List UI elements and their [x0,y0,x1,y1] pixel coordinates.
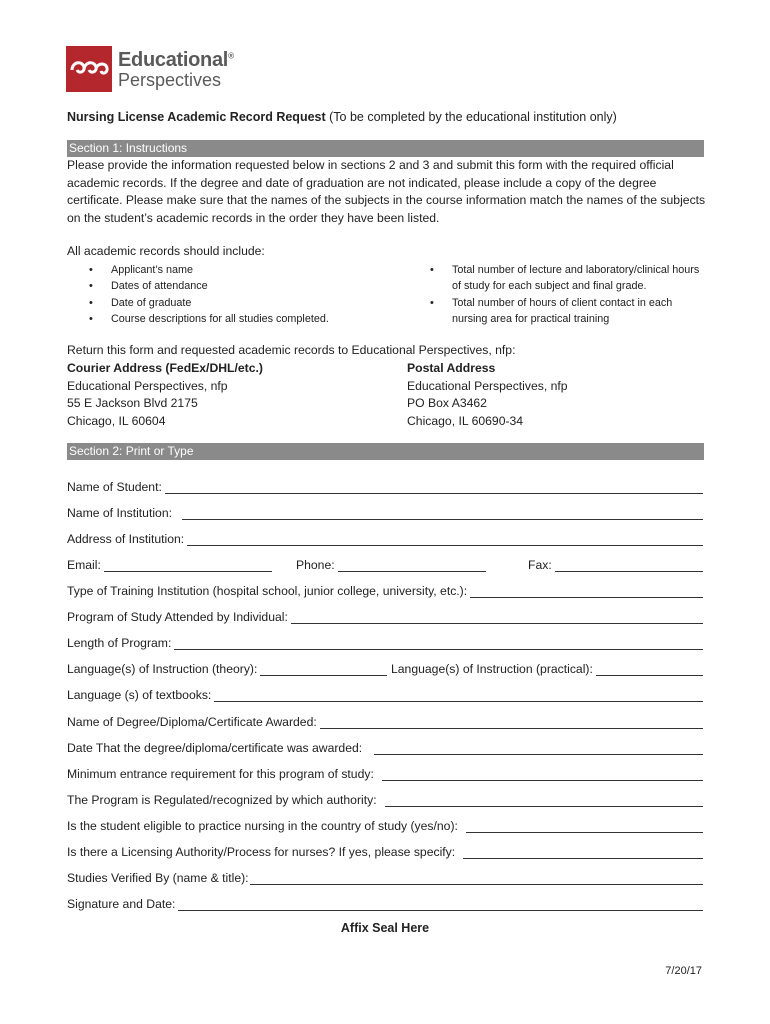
verified-by-field [67,869,703,885]
eligible-input-line[interactable] [466,821,703,833]
signature-input-line[interactable] [178,899,703,911]
bullets-right [408,262,708,327]
bullets-left [67,262,397,327]
institution-address-input-line[interactable] [187,534,703,546]
training-type-label: Type of Training Institution (hospital school, junior college, university, etc.): [67,584,468,598]
registered-mark: ® [228,50,234,60]
licensing-field [67,843,703,859]
institution-name-field [67,504,703,520]
list-item: • Date of graduate [67,295,397,311]
logo-swirl-icon [66,46,112,92]
courier-line3: Chicago, IL 60604 [67,413,166,428]
fax-input-line[interactable] [555,560,703,572]
degree-date-label: Date That the degree/diploma/certificate was awarded: [67,741,363,755]
eligible-label: Is the student eligible to practice nursing in the country of study (yes/no): [67,819,458,833]
courier-heading: Courier Address (FedEx/DHL/etc.) [67,361,263,375]
postal-line3: Chicago, IL 60690-34 [407,413,524,428]
form-title-note: (To be completed by the educational institution only) [325,110,617,124]
signature-field [67,895,703,911]
licensing-input-line[interactable] [463,847,703,859]
courier-address [67,360,263,430]
degree-name-input-line[interactable] [320,717,703,729]
training-type-field [67,582,703,598]
licensing-label: Is there a Licensing Authority/Process for nurses? If yes, please specify: [67,845,456,859]
degree-date-input-line[interactable] [374,743,703,755]
length-field [67,634,703,650]
program-label: Program of Study Attended by Individual: [67,610,288,624]
lang-theory-label: Language(s) of Instruction (theory): [67,662,258,676]
section1-heading: Section 1: Instructions [67,140,704,157]
verified-by-label: Studies Verified By (name & title): [67,871,249,885]
courier-line1: Educational Perspectives, nfp [67,378,228,393]
contact-row [67,556,703,572]
email-input-line[interactable] [104,560,272,572]
logo-line1: Educational [118,48,229,71]
student-name-input-line[interactable] [165,482,703,494]
signature-label: Signature and Date: [67,897,176,911]
institution-address-field [67,530,703,546]
degree-name-field [67,713,703,729]
lang-theory-input-line[interactable] [260,664,387,676]
training-type-input-line[interactable] [470,586,703,598]
list-item: • Applicant’s name [67,262,397,278]
form-title-bold: Nursing License Academic Record Request [67,110,326,124]
institution-name-input-line[interactable] [182,508,703,520]
courier-line2: 55 E Jackson Blvd 2175 [67,396,198,410]
lang-textbooks-field [67,686,703,702]
program-field [67,608,703,624]
educational-perspectives-logo [66,46,234,92]
lang-textbooks-label: Language (s) of textbooks: [67,688,212,702]
email-label: Email: [67,558,101,572]
include-intro: All academic records should include: [67,244,265,258]
lang-textbooks-input-line[interactable] [214,690,703,702]
degree-name-label: Name of Degree/Diploma/Certificate Awarded: [67,715,317,729]
regulated-by-input-line[interactable] [385,795,703,807]
postal-heading: Postal Address [407,361,496,375]
section2-heading: Section 2: Print or Type [67,443,704,460]
student-name-label: Name of Student: [67,480,162,494]
min-entrance-label: Minimum entrance requirement for this program of study: [67,767,374,781]
length-label: Length of Program: [67,636,172,650]
postal-line1: Educational Perspectives, nfp [407,378,568,393]
program-input-line[interactable] [291,612,703,624]
min-entrance-input-line[interactable] [382,769,703,781]
revision-date: 7/20/17 [665,965,702,977]
postal-address [407,360,568,430]
form-title [67,110,617,124]
regulated-by-field [67,791,703,807]
institution-address-label: Address of Institution: [67,532,185,546]
regulated-by-label: The Program is Regulated/recognized by which authority: [67,793,377,807]
student-name-field [67,478,703,494]
return-instructions: Return this form and requested academic records to Educational Perspectives, nfp: [67,343,516,357]
lang-practical-label: Language(s) of Instruction (practical): [391,662,593,676]
length-input-line[interactable] [174,638,703,650]
eligible-field [67,817,703,833]
logo-line2: Perspectives [118,69,222,90]
instructions-text: Please provide the information requested below in sections 2 and 3 and submit this form with the required official academic records. If the degree and date of graduation are not indicated, please include a copy of the degree certificate. Please make sure that the names of the subjects in the course information match the names of the subjects on the student’s academic records in the order they have been listed. [67,158,706,225]
degree-date-field [67,739,703,755]
fax-label: Fax: [528,558,552,572]
list-item: • Course descriptions for all studies completed. [67,311,397,327]
lang-practical-input-line[interactable] [596,664,703,676]
list-item: • Total number of lecture and laboratory/clinical hours of study for each subject and final grade. [408,262,708,295]
instructions-paragraph [67,157,707,227]
institution-name-label: Name of Institution: [67,506,172,520]
postal-line2: PO Box A3462 [407,396,487,410]
language-instruction-row [67,660,703,676]
list-item: • Dates of attendance [67,278,397,294]
affix-seal-label: Affix Seal Here [340,921,430,935]
list-item: • Total number of hours of client contact in each nursing area for practical training [408,295,708,328]
phone-input-line[interactable] [338,560,486,572]
verified-by-input-line[interactable] [250,873,703,885]
min-entrance-field [67,765,703,781]
phone-label: Phone: [296,558,335,572]
